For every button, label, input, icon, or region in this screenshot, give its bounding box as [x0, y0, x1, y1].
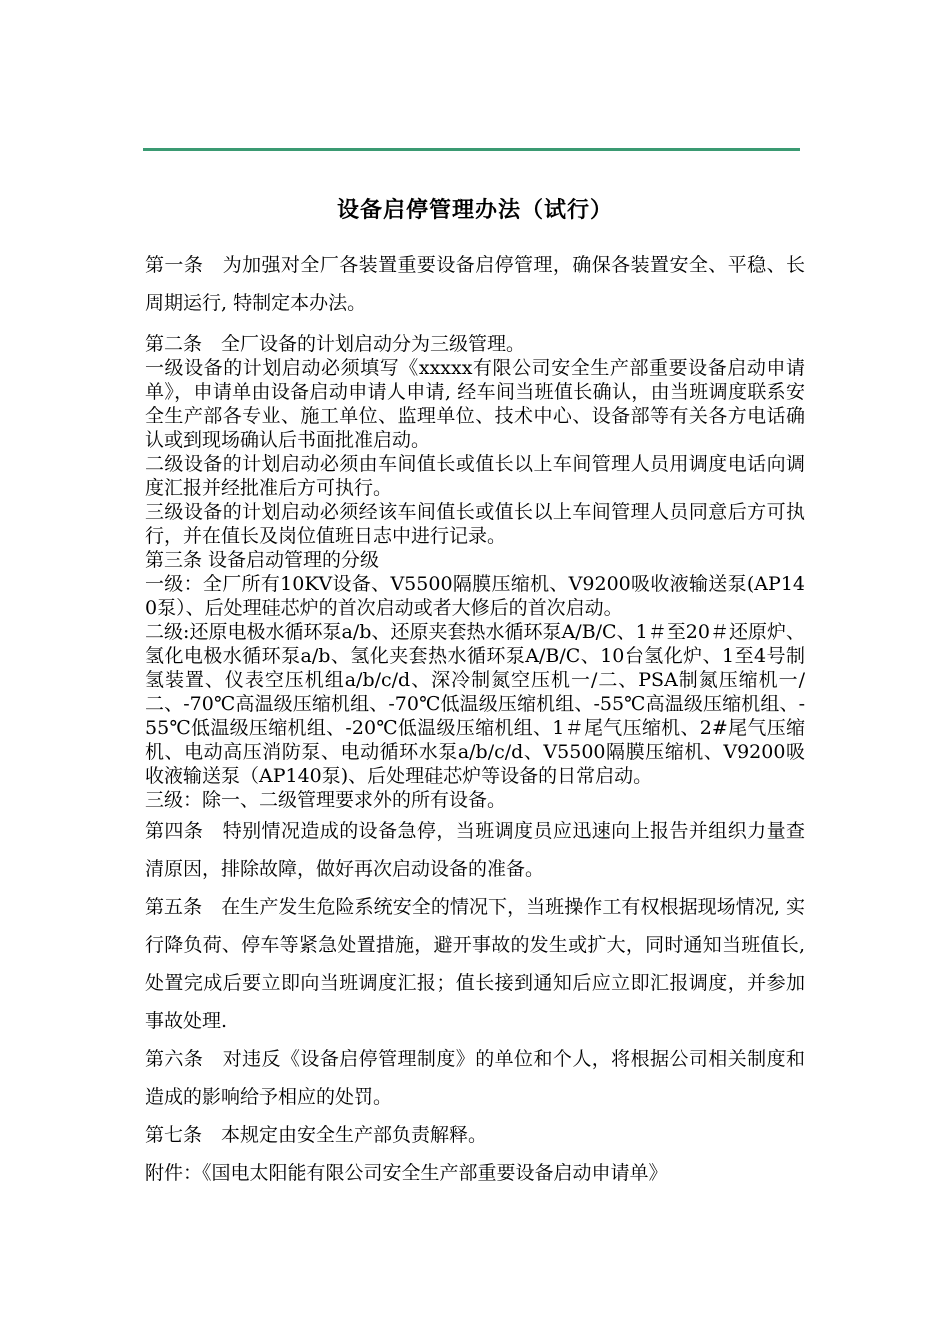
level-1-scope: 一级：全厂所有10KV设备、V5500隔膜压缩机、V9200吸收液输送泵(AP140泵）、后处理硅芯炉的首次启动或者大修后的首次启动。 — [145, 573, 805, 619]
level-1-procedure: 一级设备的计划启动必须填写《xxxxx有限公司安全生产部重要设备启动申请单》，申请单由设备启动申请人申请, 经车间当班值长确认，由当班调度联系安全生产部各专业、施工单位、监理单位、技术中心、设备部等有关各方电话确认或到现场确认后书面批准启动。 — [145, 357, 805, 451]
article-6: 第六条 对违反《设备启停管理制度》的单位和个人，将根据公司相关制度和造成的影响给予相应的处罚。 — [145, 1048, 805, 1108]
article-1: 第一条 为加强对全厂各装置重要设备启停管理，确保各装置安全、平稳、长周期运行, 特制定本办法。 — [145, 254, 805, 314]
level-2-procedure: 二级设备的计划启动必须由车间值长或值长以上车间管理人员用调度电话向调度汇报并经批准后方可执行。 — [145, 453, 805, 499]
document-body — [145, 196, 805, 1192]
article-7: 第七条 本规定由安全生产部负责解释。 — [145, 1124, 488, 1146]
level-2-scope: 二级:还原电极水循环泵a/b、还原夹套热水循环泵A/B/C、1＃至20＃还原炉、氢化电极水循环泵a/b、氢化夹套热水循环泵A/B/C、10台氢化炉、1至4号制氢装置、仪表空压机组a/b/c/d、深冷制氮空压机一/二、PSA制氮压缩机一/二、-70℃高温级压缩机组、-70℃低温级压缩机组、-55℃高温级压缩机组、-55℃低温级压缩机组、-20℃低温级压缩机组、1＃尾气压缩机、2#尾气压缩机、电动高压消防泵、电动循环水泵a/b/c/d、V5500隔膜压缩机、V9200吸收液输送泵（AP140泵)、后处理硅芯炉等设备的日常启动。 — [145, 621, 805, 787]
level-3-procedure: 三级设备的计划启动必须经该车间值长或值长以上车间管理人员同意后方可执行，并在值长及岗位值班日志中进行记录。 — [145, 501, 805, 547]
document-title: 设备启停管理办法（试行） — [336, 198, 613, 223]
header-rule — [143, 148, 800, 151]
article-3: 第三条 设备启动管理的分级 — [145, 549, 380, 571]
article-4: 第四条 特别情况造成的设备急停，当班调度员应迅速向上报告并组织力量查清原因，排除故障，做好再次启动设备的准备。 — [145, 820, 805, 880]
article-5: 第五条 在生产发生危险系统安全的情况下，当班操作工有权根据现场情况, 实行降负荷、停车等紧急处置措施，避开事故的发生或扩大，同时通知当班值长, 处置完成后要立即向当班调度汇报；值长接到通知后应立即汇报调度，并参加事故处理. — [145, 896, 805, 1032]
article-2: 第二条 全厂设备的计划启动分为三级管理。 — [145, 333, 526, 355]
level-3-scope: 三级：除一、二级管理要求外的所有设备。 — [145, 789, 507, 811]
attachment-note: 附件：《国电太阳能有限公司安全生产部重要设备启动申请单》 — [145, 1162, 668, 1184]
